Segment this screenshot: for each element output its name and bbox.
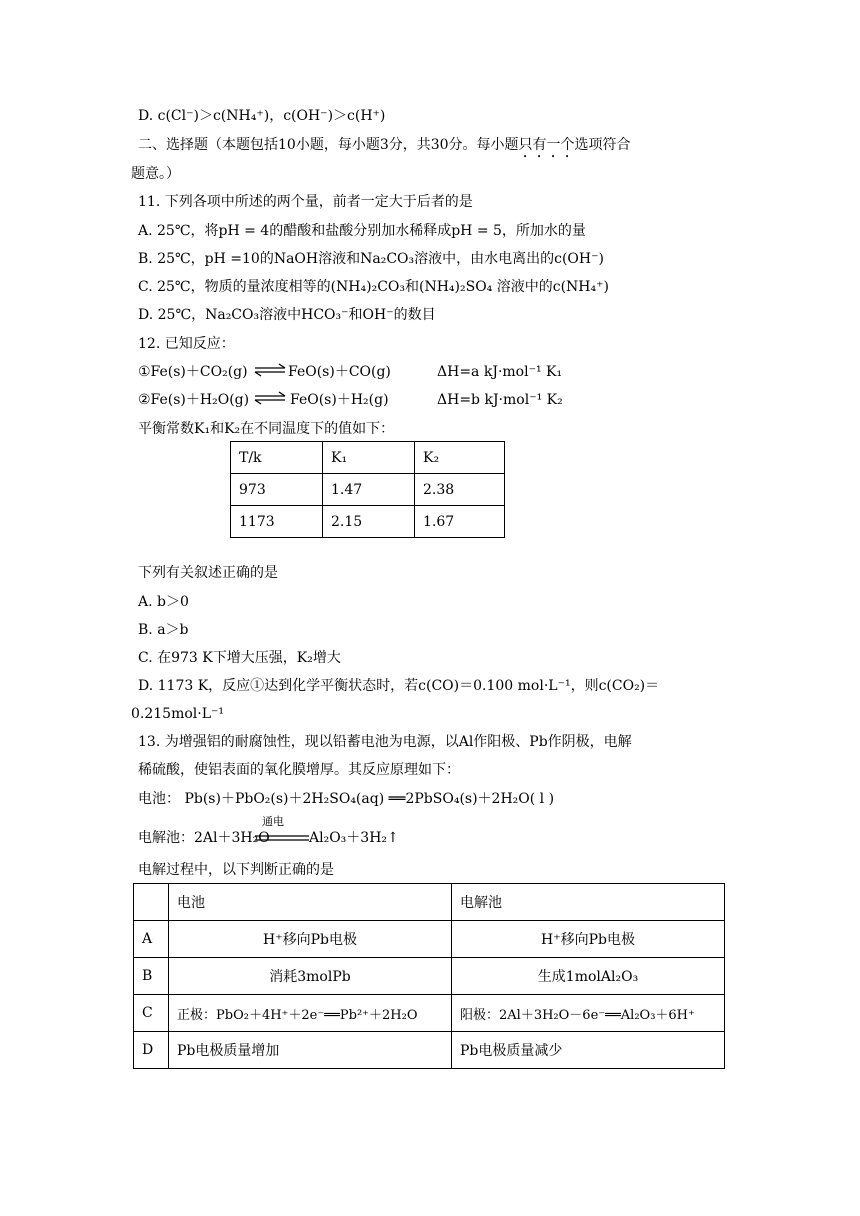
answer-cell: 消耗3molPb: [169, 958, 452, 995]
k-cell: 1.67: [415, 506, 505, 538]
answer-cell: Pb电极质量增加: [169, 1032, 452, 1069]
answer-table: [133, 883, 725, 1069]
section-heading: [138, 136, 631, 161]
section-heading-text-2: 选项符合: [574, 137, 631, 153]
k-table-header: [231, 442, 505, 474]
answer-table-header: [134, 884, 725, 921]
answer-cell: H⁺移向Pb电极: [452, 921, 725, 958]
emphasis-text: 只有一个: [518, 137, 575, 153]
q12-option-D: D. 1173 K，反应①达到化学平衡状态时，若c(CO)＝0.100 mol·L⁻¹，则c(CO₂)＝: [138, 678, 660, 694]
question-12: 12. 已知反应：: [138, 336, 235, 352]
q11-option-A: A. 25℃，将pH = 4的醋酸和盐酸分别加水稀释成pH = 5，所加水的量: [138, 223, 586, 239]
answer-row-label: D: [134, 1032, 169, 1069]
q12-option-A: A. b＞0: [138, 594, 189, 610]
table-row: [134, 921, 725, 958]
q11-option-D: D. 25℃，Na₂CO₃溶液中HCO₃⁻和OH⁻的数目: [138, 307, 436, 323]
k-header-cell: T/k: [231, 442, 323, 474]
answer-header-cell: 电解池: [452, 884, 725, 921]
k-header-cell: K₂: [415, 442, 505, 474]
q12-option-B: B. a＞b: [138, 622, 189, 638]
equilibrium-arrow-icon-2: [254, 388, 286, 413]
k-cell: 2.15: [323, 506, 415, 538]
electrolysis-condition: 通电: [262, 815, 284, 828]
table-row: [231, 506, 505, 538]
q11-option-B: B. 25℃，pH =10的NaOH溶液和Na₂CO₃溶液中，由水电离出的c(OH⁻): [138, 251, 604, 267]
reaction-1-left: ①Fe(s)＋CO₂(g): [138, 364, 248, 380]
section-heading-cont: 题意。）: [131, 166, 180, 182]
reaction-1-right: FeO(s)＋CO(g): [288, 364, 391, 380]
k-table: [230, 441, 505, 538]
reaction-1-enthalpy: ΔH=a kJ·mol⁻¹ K₁: [437, 364, 563, 380]
table-row: [231, 474, 505, 506]
battery-equation: 电池： Pb(s)＋PbO₂(s)＋2H₂SO₄(aq) ══2PbSO₄(s)＋2H₂O( l ): [138, 791, 555, 807]
answer-cell: 阳极：2Al＋3H₂O－6e⁻══Al₂O₃＋6H⁺: [452, 995, 725, 1032]
reaction-2-right: FeO(s)＋H₂(g): [290, 392, 389, 408]
q13-stem: 电解过程中，以下判断正确的是: [138, 862, 334, 878]
table-row: [134, 995, 725, 1032]
table-row: [134, 958, 725, 995]
k-cell: 2.38: [415, 474, 505, 506]
k-cell: 973: [231, 474, 323, 506]
double-line-icon: [254, 829, 310, 852]
q12-option-C: C. 在973 K下增大压强，K₂增大: [138, 650, 341, 666]
equilibrium-arrow-icon: [254, 360, 286, 385]
reaction-2-left: ②Fe(s)＋H₂O(g): [138, 392, 250, 408]
answer-row-label: A: [134, 921, 169, 958]
k-header-cell: K₁: [323, 442, 415, 474]
answer-cell: 正极：PbO₂＋4H⁺＋2e⁻══Pb²⁺＋2H₂O: [169, 995, 452, 1032]
answer-row-label: C: [134, 995, 169, 1032]
table-row: [134, 1032, 725, 1069]
q12-stem: 下列有关叙述正确的是: [138, 565, 278, 581]
electrolysis-left: 电解池：2Al＋3H₂O: [138, 830, 270, 846]
electrolysis-right: Al₂O₃＋3H₂↑: [309, 830, 399, 846]
question-13: 13. 为增强铝的耐腐蚀性，现以铅蓄电池为电源，以Al作阳极、Pb作阴极，电解: [138, 734, 632, 750]
question-11: 11. 下列各项中所述的两个量，前者一定大于后者的是: [138, 194, 473, 210]
q11-option-C: C. 25℃，物质的量浓度相等的(NH₄)₂CO₃和(NH₄)₂SO₄ 溶液中的c(NH₄⁺): [138, 279, 609, 295]
answer-row-label: B: [134, 958, 169, 995]
answer-cell: 生成1molAl₂O₃: [452, 958, 725, 995]
k-intro: 平衡常数K₁和K₂在不同温度下的值如下：: [138, 421, 395, 437]
k-cell: 1173: [231, 506, 323, 538]
k-cell: 1.47: [323, 474, 415, 506]
answer-cell: H⁺移向Pb电极: [169, 921, 452, 958]
answer-header-cell: [134, 884, 169, 921]
answer-cell: Pb电极质量减少: [452, 1032, 725, 1069]
section-heading-text: 二、选择题（本题包括10小题，每小题3分，共30分。每小题: [138, 137, 519, 153]
answer-header-cell: 电池: [169, 884, 452, 921]
question-13-cont: 稀硫酸，使铝表面的氧化膜增厚。其反应原理如下：: [138, 762, 460, 778]
reaction-2-enthalpy: ΔH=b kJ·mol⁻¹ K₂: [437, 392, 563, 408]
q12-option-D-cont: 0.215mol·L⁻¹: [131, 706, 225, 722]
option-11-prev-D: D. c(Cl⁻)＞c(NH₄⁺)，c(OH⁻)＞c(H⁺): [138, 108, 386, 124]
